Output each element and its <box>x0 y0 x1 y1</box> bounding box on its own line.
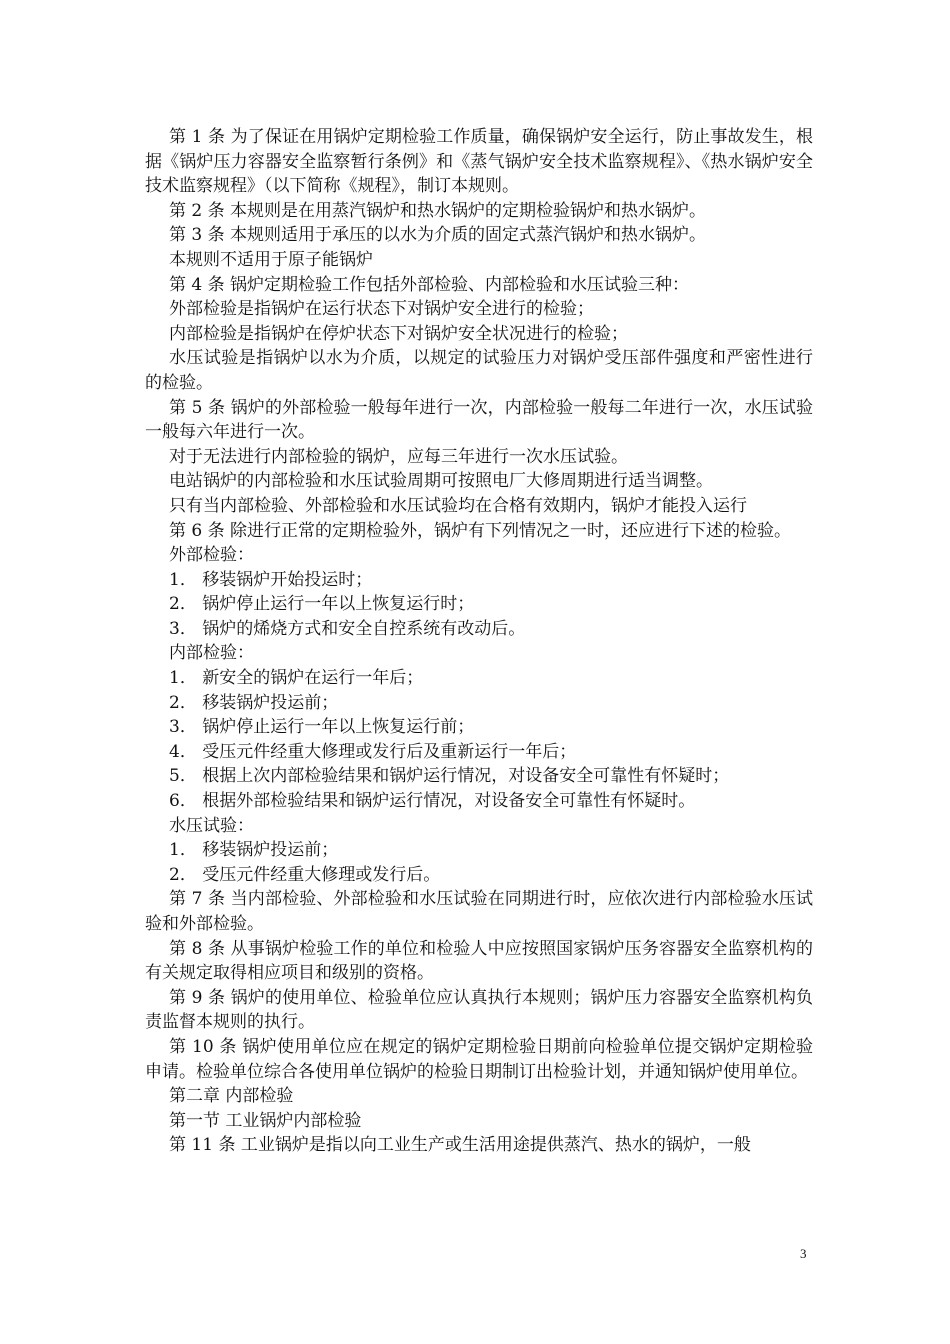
paragraph: 水压试验是指锅炉以水为介质，以规定的试验压力对锅炉受压部件强度和严密性进行的检验。 <box>145 348 813 393</box>
paragraph: 第 11 条 工业锅炉是指以向工业生产或生活用途提供蒸汽、热水的锅炉，一般 <box>169 1135 751 1156</box>
paragraph: 第 2 条 本规则是在用蒸汽锅炉和热水锅炉的定期检验锅炉和热水锅炉。 <box>169 200 707 221</box>
paragraph: 第 7 条 当内部检验、外部检验和水压试验在同期进行时，应依次进行内部检验水压试验和外部检验。 <box>145 889 813 934</box>
paragraph: 2． 移装锅炉投运前； <box>169 692 339 713</box>
paragraph: 1． 移装锅炉投运前； <box>169 840 339 861</box>
paragraph: 内部检验： <box>169 643 254 664</box>
paragraph: 第 8 条 从事锅炉检验工作的单位和检验人中应按照国家锅炉压务容器安全监察机构的有关规定取得相应项目和级别的资格。 <box>145 938 813 984</box>
paragraph: 第 3 条 本规则适用于承压的以水为介质的固定式蒸汽锅炉和热水锅炉。 <box>169 225 707 246</box>
paragraph: 第一节 工业锅炉内部检验 <box>169 1110 362 1131</box>
paragraph: 水压试验： <box>169 815 254 836</box>
paragraph: 内部检验是指锅炉在停炉状态下对锅炉安全状况进行的检验； <box>169 323 628 344</box>
paragraph: 外部检验是指锅炉在运行状态下对锅炉安全进行的检验； <box>169 299 594 320</box>
document-body <box>145 125 813 1158</box>
paragraph: 第 6 条 除进行正常的定期检验外，锅炉有下列情况之一时，还应进行下述的检验。 <box>169 520 792 541</box>
paragraph: 第 5 条 锅炉的外部检验一般每年进行一次，内部检验一般每二年进行一次，水压试验一般每六年进行一次。 <box>145 397 813 443</box>
paragraph: 1． 移装锅炉开始投运时； <box>169 569 373 590</box>
paragraph: 电站锅炉的内部检验和水压试验周期可按照电厂大修周期进行适当调整。 <box>169 471 713 492</box>
paragraph: 第 1 条 为了保证在用锅炉定期检验工作质量，确保锅炉安全运行，防止事故发生，根据《锅炉压力容器安全监察暂行条例》和《蒸气锅炉安全技术监察规程》、《热水锅炉安全技术监察规程》（以下简称《规程》，制订本规则。 <box>145 127 813 197</box>
page-number: 3 <box>800 1246 807 1261</box>
paragraph: 4． 受压元件经重大修理或发行后及重新运行一年后； <box>169 741 577 762</box>
paragraph: 5． 根据上次内部检验结果和锅炉运行情况，对设备安全可靠性有怀疑时； <box>169 766 730 787</box>
paragraph: 1． 新安全的锅炉在运行一年后； <box>169 668 424 689</box>
paragraph: 对于无法进行内部检验的锅炉，应每三年进行一次水压试验。 <box>169 446 628 467</box>
paragraph: 本规则不适用于原子能锅炉 <box>169 249 373 270</box>
paragraph: 只有当内部检验、外部检验和水压试验均在合格有效期内，锅炉才能投入运行 <box>169 495 747 516</box>
paragraph: 外部检验： <box>169 545 254 566</box>
paragraph: 2． 受压元件经重大修理或发行后。 <box>169 864 441 885</box>
paragraph: 3． 锅炉停止运行一年以上恢复运行前； <box>169 717 475 738</box>
paragraph: 第 9 条 锅炉的使用单位、检验单位应认真执行本规则；锅炉压力容器安全监察机构负责监督本规则的执行。 <box>145 987 813 1033</box>
paragraph: 6． 根据外部检验结果和锅炉运行情况，对设备安全可靠性有怀疑时。 <box>169 791 696 812</box>
paragraph: 第 4 条 锅炉定期检验工作包括外部检验、内部检验和水压试验三种： <box>169 274 690 295</box>
paragraph: 第二章 内部检验 <box>169 1086 294 1107</box>
paragraph: 2． 锅炉停止运行一年以上恢复运行时； <box>169 594 475 615</box>
paragraph: 第 10 条 锅炉使用单位应在规定的锅炉定期检验日期前向检验单位提交锅炉定期检验申请。检验单位综合各使用单位锅炉的检验日期制订出检验计划，并通知锅炉使用单位。 <box>145 1036 813 1082</box>
paragraph: 3． 锅炉的烯烧方式和安全自控系统有改动后。 <box>169 618 526 639</box>
